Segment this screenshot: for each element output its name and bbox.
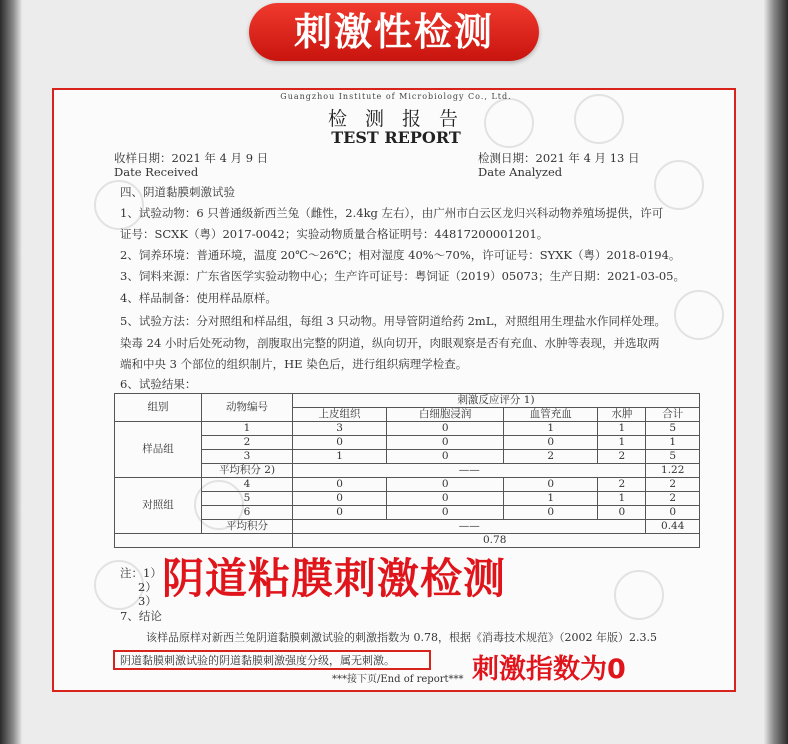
report-title-cn: 检 测 报 告 [327,108,465,130]
group-cell: 样品组 [115,422,202,478]
body-line: 端和中央 3 个部位的组织制片，HE 染色后，进行组织病理学检查。 [120,357,468,371]
table-cell: 0 [387,478,504,492]
table-cell: 1 [293,450,387,464]
table-cell: 0 [646,506,700,520]
section-heading: 6、试验结果： [120,377,197,391]
table-cell: 2 [202,436,293,450]
table-cell: 3 [293,422,387,436]
table-cell: 6 [202,506,293,520]
header-cell: 合计 [646,408,700,422]
table-cell: 0 [598,506,646,520]
header-cell: 上皮组织 [293,408,387,422]
header-cell: 白细胞浸润 [387,408,504,422]
table-cell: 1 [202,422,293,436]
header-cell: 水肿 [598,408,646,422]
table-row [115,506,700,520]
note-line: 3） [138,594,157,608]
table-cell: 0 [293,492,387,506]
end-of-report: ***接下页/End of report*** [332,674,464,685]
table-cell: 2 [598,478,646,492]
table-cell: 0 [504,436,598,450]
conclusion-highlight-box [113,650,431,670]
table-cell: 2 [598,450,646,464]
table-row [115,464,700,478]
left-edge-shadow [0,0,22,744]
conclusion-line: 该样品原样对新西兰兔阴道黏膜刺激试验的刺激指数为 0.78，根据《消毒技术规范》（2002 年版）2.3.5 [146,631,657,644]
table-cell: 2 [646,478,700,492]
avg-label-cell: 平均积分 [202,520,293,534]
body-line: 4、样品制备：使用样品原样。 [120,291,277,305]
avg-value-cell: 1.22 [646,464,700,478]
watermark-icon [674,290,724,340]
table-cell: 1 [504,422,598,436]
table-cell: 0 [387,422,504,436]
table-cell: 1 [598,422,646,436]
avg-dash-cell: —— [293,520,646,534]
date-analyzed-en: Date Analyzed [478,165,563,179]
report-title-en: TEST REPORT [331,128,461,147]
body-line: 染毒 24 小时后处死动物，剖腹取出完整的阴道，纵向切开，肉眼观察是否有充血、水肿等表现，并选取两 [120,336,660,350]
watermark-icon [654,160,704,210]
right-edge-shadow [764,0,788,744]
table-row [115,422,700,436]
table-cell: 5 [202,492,293,506]
institute-name: Guangzhou Institute of Microbiology Co., Ltd. [280,92,512,101]
table-cell: 1 [598,492,646,506]
table-cell: 0 [387,492,504,506]
body-line: 3、饲料来源：广东省医学实验动物中心；生产许可证号：粤饲证（2019）05073；生产日期：2021-03-05。 [120,269,685,283]
table-cell: 1 [646,436,700,450]
table-cell: 2 [646,492,700,506]
results-table [114,393,700,548]
table-cell: 0 [293,436,387,450]
table-cell: 0 [293,506,387,520]
banner-title: 刺激性检测 [249,3,539,61]
table-cell: 3 [202,450,293,464]
table-row [115,478,700,492]
table-header-row [115,394,700,408]
date-analyzed: 检测日期：2021 年 4 月 13 日 [478,151,640,165]
note-line: 2） [138,580,157,594]
table-cell: 0 [387,450,504,464]
table-row [115,450,700,464]
date-received-en: Date Received [114,165,199,179]
table-cell: 5 [646,450,700,464]
table-row [115,436,700,450]
header-cell: 动物编号 [202,394,293,422]
date-received: 收样日期：2021 年 4 月 9 日 [114,151,269,165]
table-cell: 0 [504,478,598,492]
avg-value-cell: 0.44 [646,520,700,534]
table-cell: 5 [646,422,700,436]
conclusion-line: 阴道黏膜刺激试验的阴道黏膜刺激强度分级，属无刺激。 [120,654,395,667]
overlay-index-note: 刺激指数为0 [472,654,626,685]
body-line: 证号：SCXK（粤）2017-0042；实验动物质量合格证明号：44817200001201。 [120,227,549,241]
avg-label-cell: 平均积分 2) [202,464,293,478]
body-line: 2、饲养环境：普通环境，温度 20℃～26℃；相对湿度 40%～70%，许可证号：SYXK（粤）2018-0194。 [120,248,681,262]
avg-dash-cell: —— [293,464,646,478]
conclusion-heading: 7、结论 [120,609,162,623]
body-line: 5、试验方法：分对照组和样品组，每组 3 只动物。用导管阴道给药 2mL，对照组用生理盐水作同样处理。 [120,314,666,328]
header-cell: 刺激反应评分 1) [293,394,700,408]
index-value-cell: 0.78 [293,534,700,548]
table-cell: 1 [504,492,598,506]
table-row [115,520,700,534]
table-cell: 2 [504,450,598,464]
header-cell: 组别 [115,394,202,422]
table-cell: 0 [387,506,504,520]
watermark-icon [614,570,664,620]
note-line: 注：1） [120,566,162,580]
overlay-headline: 阴道粘膜刺激检测 [162,554,507,603]
table-cell: 0 [293,478,387,492]
table-row [115,492,700,506]
header-cell: 血管充血 [504,408,598,422]
body-line: 1、试验动物：6 只普通级新西兰兔（雌性，2.4kg 左右），由广州市白云区龙归兴科动物养殖场提供，许可 [120,206,664,220]
table-cell: 4 [202,478,293,492]
section-heading: 四、阴道黏膜刺激试验 [120,185,235,199]
table-cell: 0 [504,506,598,520]
table-cell: 0 [387,436,504,450]
table-cell: 1 [598,436,646,450]
group-cell: 对照组 [115,478,202,534]
